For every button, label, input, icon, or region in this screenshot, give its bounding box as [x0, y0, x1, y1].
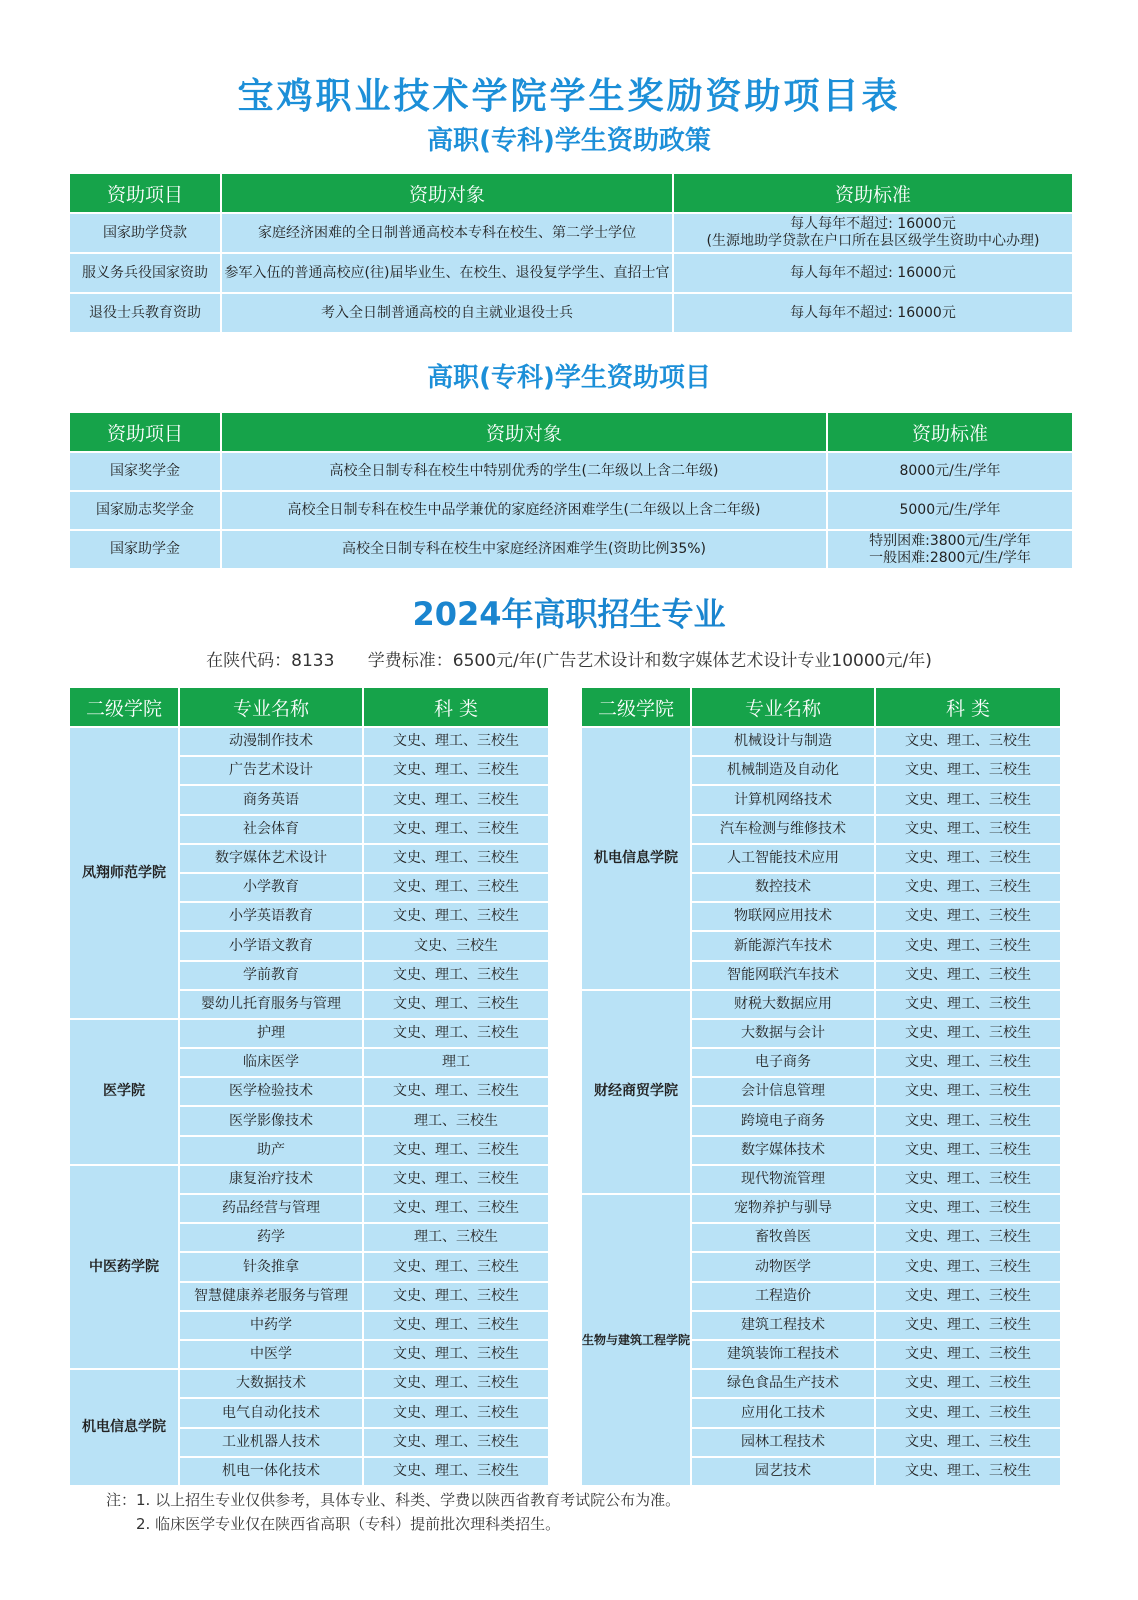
major-category: 文史、理工、三校生 [364, 1458, 548, 1485]
header-category: 科 类 [364, 688, 548, 726]
major-category: 文史、理工、三校生 [876, 816, 1060, 843]
major-category: 文史、理工、三校生 [364, 1399, 548, 1426]
major-category: 文史、理工、三校生 [876, 786, 1060, 813]
major-category: 文史、理工、三校生 [876, 1341, 1060, 1368]
major-name: 计算机网络技术 [692, 786, 874, 813]
grants-header-row [70, 413, 1072, 451]
header-target: 资助对象 [222, 174, 672, 212]
header-item: 资助项目 [70, 413, 220, 451]
major-category: 文史、理工、三校生 [876, 1399, 1060, 1426]
major-name: 大数据与会计 [692, 1020, 874, 1047]
majors-table-left [68, 686, 550, 1487]
college-name: 机电信息学院 [582, 728, 690, 989]
major-category: 文史、理工、三校生 [876, 1253, 1060, 1280]
major-name: 动漫制作技术 [180, 728, 362, 755]
header-major: 专业名称 [692, 688, 874, 726]
policy-standard-line1: 每人每年不超过: 16000元 [790, 216, 956, 233]
table-row [582, 1195, 1060, 1222]
major-name: 广告艺术设计 [180, 757, 362, 784]
grant-standard [828, 531, 1072, 568]
major-name: 药学 [180, 1224, 362, 1251]
enrollment-heading: 2024年高职招生专业 [412, 595, 726, 633]
table-divider [552, 686, 578, 1480]
major-category: 文史、理工、三校生 [364, 728, 548, 755]
major-name: 宠物养护与驯导 [692, 1195, 874, 1222]
enrollment-code: 在陕代码：8133 [206, 651, 335, 671]
major-category: 文史、理工、三校生 [364, 1137, 548, 1164]
major-name: 临床医学 [180, 1049, 362, 1076]
major-category: 文史、理工、三校生 [876, 903, 1060, 930]
grant-item: 国家助学金 [70, 531, 220, 568]
major-name: 护理 [180, 1020, 362, 1047]
major-category: 文史、理工、三校生 [876, 1078, 1060, 1105]
major-category: 文史、理工、三校生 [364, 757, 548, 784]
majors-header-row [70, 688, 548, 726]
table-row [70, 1370, 548, 1397]
major-name: 现代物流管理 [692, 1166, 874, 1193]
major-category: 文史、理工、三校生 [364, 786, 548, 813]
major-name: 物联网应用技术 [692, 903, 874, 930]
major-category: 文史、理工、三校生 [364, 962, 548, 989]
major-category: 文史、理工、三校生 [364, 1341, 548, 1368]
grant-target: 高校全日制专科在校生中家庭经济困难学生(资助比例35%) [222, 531, 826, 568]
policy-target: 参军入伍的普通高校应(往)届毕业生、在校生、退役复学学生、直招士官 [222, 254, 672, 292]
grant-item: 国家励志奖学金 [70, 492, 220, 529]
major-category: 文史、理工、三校生 [876, 1224, 1060, 1251]
major-name: 建筑工程技术 [692, 1312, 874, 1339]
college-name: 医学院 [70, 1020, 178, 1164]
major-name: 商务英语 [180, 786, 362, 813]
major-name: 工业机器人技术 [180, 1429, 362, 1456]
college-name: 凤翔师范学院 [70, 728, 178, 1018]
page-title: 宝鸡职业技术学院学生奖励资助项目表 [237, 76, 901, 117]
major-name: 社会体育 [180, 816, 362, 843]
header-item: 资助项目 [70, 174, 220, 212]
major-name: 中医学 [180, 1341, 362, 1368]
table-row [582, 728, 1060, 755]
major-category: 文史、理工、三校生 [876, 1166, 1060, 1193]
major-name: 医学影像技术 [180, 1107, 362, 1134]
major-name: 针灸推拿 [180, 1253, 362, 1280]
major-category: 文史、理工、三校生 [364, 1166, 548, 1193]
major-name: 电气自动化技术 [180, 1399, 362, 1426]
major-category: 文史、理工、三校生 [364, 1195, 548, 1222]
major-category: 文史、理工、三校生 [876, 932, 1060, 959]
policy-target: 家庭经济困难的全日制普通高校本专科在校生、第二学士学位 [222, 214, 672, 252]
header-standard: 资助标准 [674, 174, 1072, 212]
major-category: 文史、理工、三校生 [364, 816, 548, 843]
major-name: 财税大数据应用 [692, 991, 874, 1018]
major-name: 动物医学 [692, 1253, 874, 1280]
major-category: 文史、理工、三校生 [876, 1049, 1060, 1076]
major-name: 数控技术 [692, 874, 874, 901]
major-name: 建筑装饰工程技术 [692, 1341, 874, 1368]
major-category: 文史、理工、三校生 [876, 1137, 1060, 1164]
major-category: 文史、理工、三校生 [364, 845, 548, 872]
majors-table-right [580, 686, 1062, 1487]
table-row [582, 991, 1060, 1018]
major-category: 文史、理工、三校生 [876, 1020, 1060, 1047]
major-name: 智慧健康养老服务与管理 [180, 1283, 362, 1310]
major-category: 文史、理工、三校生 [876, 1429, 1060, 1456]
major-name: 新能源汽车技术 [692, 932, 874, 959]
major-category: 理工 [364, 1049, 548, 1076]
college-name: 生物与建筑工程学院 [582, 1195, 690, 1485]
header-major: 专业名称 [180, 688, 362, 726]
policy-item: 国家助学贷款 [70, 214, 220, 252]
major-category: 文史、理工、三校生 [876, 1283, 1060, 1310]
notes [106, 1488, 680, 1536]
policy-target: 考入全日制普通高校的自主就业退役士兵 [222, 294, 672, 332]
policy-table [68, 172, 1074, 334]
policy-item: 退役士兵教育资助 [70, 294, 220, 332]
major-name: 电子商务 [692, 1049, 874, 1076]
majors-header-row [582, 688, 1060, 726]
major-name: 小学语文教育 [180, 932, 362, 959]
major-name: 园艺技术 [692, 1458, 874, 1485]
major-category: 文史、三校生 [364, 932, 548, 959]
major-category: 文史、理工、三校生 [364, 1020, 548, 1047]
college-name: 中医药学院 [70, 1166, 178, 1368]
major-category: 文史、理工、三校生 [876, 728, 1060, 755]
major-name: 医学检验技术 [180, 1078, 362, 1105]
major-category: 文史、理工、三校生 [364, 1253, 548, 1280]
table-row [70, 294, 1072, 332]
table-row [70, 1166, 548, 1193]
major-category: 文史、理工、三校生 [876, 845, 1060, 872]
major-category: 文史、理工、三校生 [876, 1458, 1060, 1485]
major-name: 机械制造及自动化 [692, 757, 874, 784]
grant-standard-line1: 特别困难:3800元/生/学年 [869, 532, 1031, 549]
table-row [70, 254, 1072, 292]
major-name: 康复治疗技术 [180, 1166, 362, 1193]
major-category: 文史、理工、三校生 [876, 757, 1060, 784]
enrollment-tuition: 学费标准：6500元/年(广告艺术设计和数字媒体艺术设计专业10000元/年) [367, 651, 932, 671]
grant-target: 高校全日制专科在校生中品学兼优的家庭经济困难学生(二年级以上含二年级) [222, 492, 826, 529]
header-target: 资助对象 [222, 413, 826, 451]
major-name: 小学教育 [180, 874, 362, 901]
enrollment-info [0, 646, 1138, 671]
major-name: 会计信息管理 [692, 1078, 874, 1105]
major-category: 文史、理工、三校生 [364, 1312, 548, 1339]
major-name: 大数据技术 [180, 1370, 362, 1397]
major-name: 婴幼儿托育服务与管理 [180, 991, 362, 1018]
major-name: 汽车检测与维修技术 [692, 816, 874, 843]
major-name: 绿色食品生产技术 [692, 1370, 874, 1397]
major-name: 小学英语教育 [180, 903, 362, 930]
policy-standard: 每人每年不超过: 16000元 [674, 294, 1072, 332]
major-name: 机电一体化技术 [180, 1458, 362, 1485]
table-row [70, 531, 1072, 568]
major-category: 文史、理工、三校生 [876, 1312, 1060, 1339]
grants-table [68, 411, 1074, 570]
header-standard: 资助标准 [828, 413, 1072, 451]
table-row [70, 1020, 548, 1047]
table-row [70, 453, 1072, 490]
policy-item: 服义务兵役国家资助 [70, 254, 220, 292]
policy-standard [674, 214, 1072, 252]
major-name: 人工智能技术应用 [692, 845, 874, 872]
major-name: 学前教育 [180, 962, 362, 989]
major-name: 跨境电子商务 [692, 1107, 874, 1134]
major-category: 理工、三校生 [364, 1224, 548, 1251]
grant-standard-line2: 一般困难:2800元/生/学年 [869, 549, 1031, 566]
policy-heading: 高职(专科)学生资助政策 [427, 126, 711, 156]
major-category: 文史、理工、三校生 [876, 874, 1060, 901]
grant-standard: 5000元/生/学年 [828, 492, 1072, 529]
major-category: 文史、理工、三校生 [876, 962, 1060, 989]
college-name: 财经商贸学院 [582, 991, 690, 1193]
policy-standard-line2: (生源地助学贷款在户口所在县区级学生资助中心办理) [706, 233, 1040, 249]
major-category: 文史、理工、三校生 [364, 903, 548, 930]
major-category: 文史、理工、三校生 [364, 1429, 548, 1456]
major-name: 畜牧兽医 [692, 1224, 874, 1251]
grant-standard: 8000元/生/学年 [828, 453, 1072, 490]
major-category: 文史、理工、三校生 [364, 1370, 548, 1397]
header-college: 二级学院 [70, 688, 178, 726]
major-name: 助产 [180, 1137, 362, 1164]
grant-target: 高校全日制专科在校生中特别优秀的学生(二年级以上含二年级) [222, 453, 826, 490]
major-name: 机械设计与制造 [692, 728, 874, 755]
major-name: 园林工程技术 [692, 1429, 874, 1456]
major-category: 文史、理工、三校生 [364, 1078, 548, 1105]
major-category: 文史、理工、三校生 [876, 1195, 1060, 1222]
note-1: 注：1. 以上招生专业仅供参考，具体专业、科类、学费以陕西省教育考试院公布为准。 [106, 1491, 681, 1509]
table-row [70, 492, 1072, 529]
header-college: 二级学院 [582, 688, 690, 726]
major-name: 药品经营与管理 [180, 1195, 362, 1222]
major-category: 文史、理工、三校生 [364, 1283, 548, 1310]
table-row [70, 728, 548, 755]
note-2: 2. 临床医学专业仅在陕西省高职（专科）提前批次理科类招生。 [136, 1515, 561, 1533]
grants-heading: 高职(专科)学生资助项目 [427, 363, 711, 393]
major-name: 工程造价 [692, 1283, 874, 1310]
header-category: 科 类 [876, 688, 1060, 726]
major-category: 文史、理工、三校生 [876, 1107, 1060, 1134]
major-category: 文史、理工、三校生 [876, 991, 1060, 1018]
policy-header-row [70, 174, 1072, 212]
major-name: 数字媒体技术 [692, 1137, 874, 1164]
major-name: 中药学 [180, 1312, 362, 1339]
table-row [70, 214, 1072, 252]
major-name: 应用化工技术 [692, 1399, 874, 1426]
major-name: 数字媒体艺术设计 [180, 845, 362, 872]
major-category: 理工、三校生 [364, 1107, 548, 1134]
college-name: 机电信息学院 [70, 1370, 178, 1485]
grant-item: 国家奖学金 [70, 453, 220, 490]
major-category: 文史、理工、三校生 [364, 991, 548, 1018]
major-name: 智能网联汽车技术 [692, 962, 874, 989]
major-category: 文史、理工、三校生 [876, 1370, 1060, 1397]
policy-standard: 每人每年不超过: 16000元 [674, 254, 1072, 292]
major-category: 文史、理工、三校生 [364, 874, 548, 901]
